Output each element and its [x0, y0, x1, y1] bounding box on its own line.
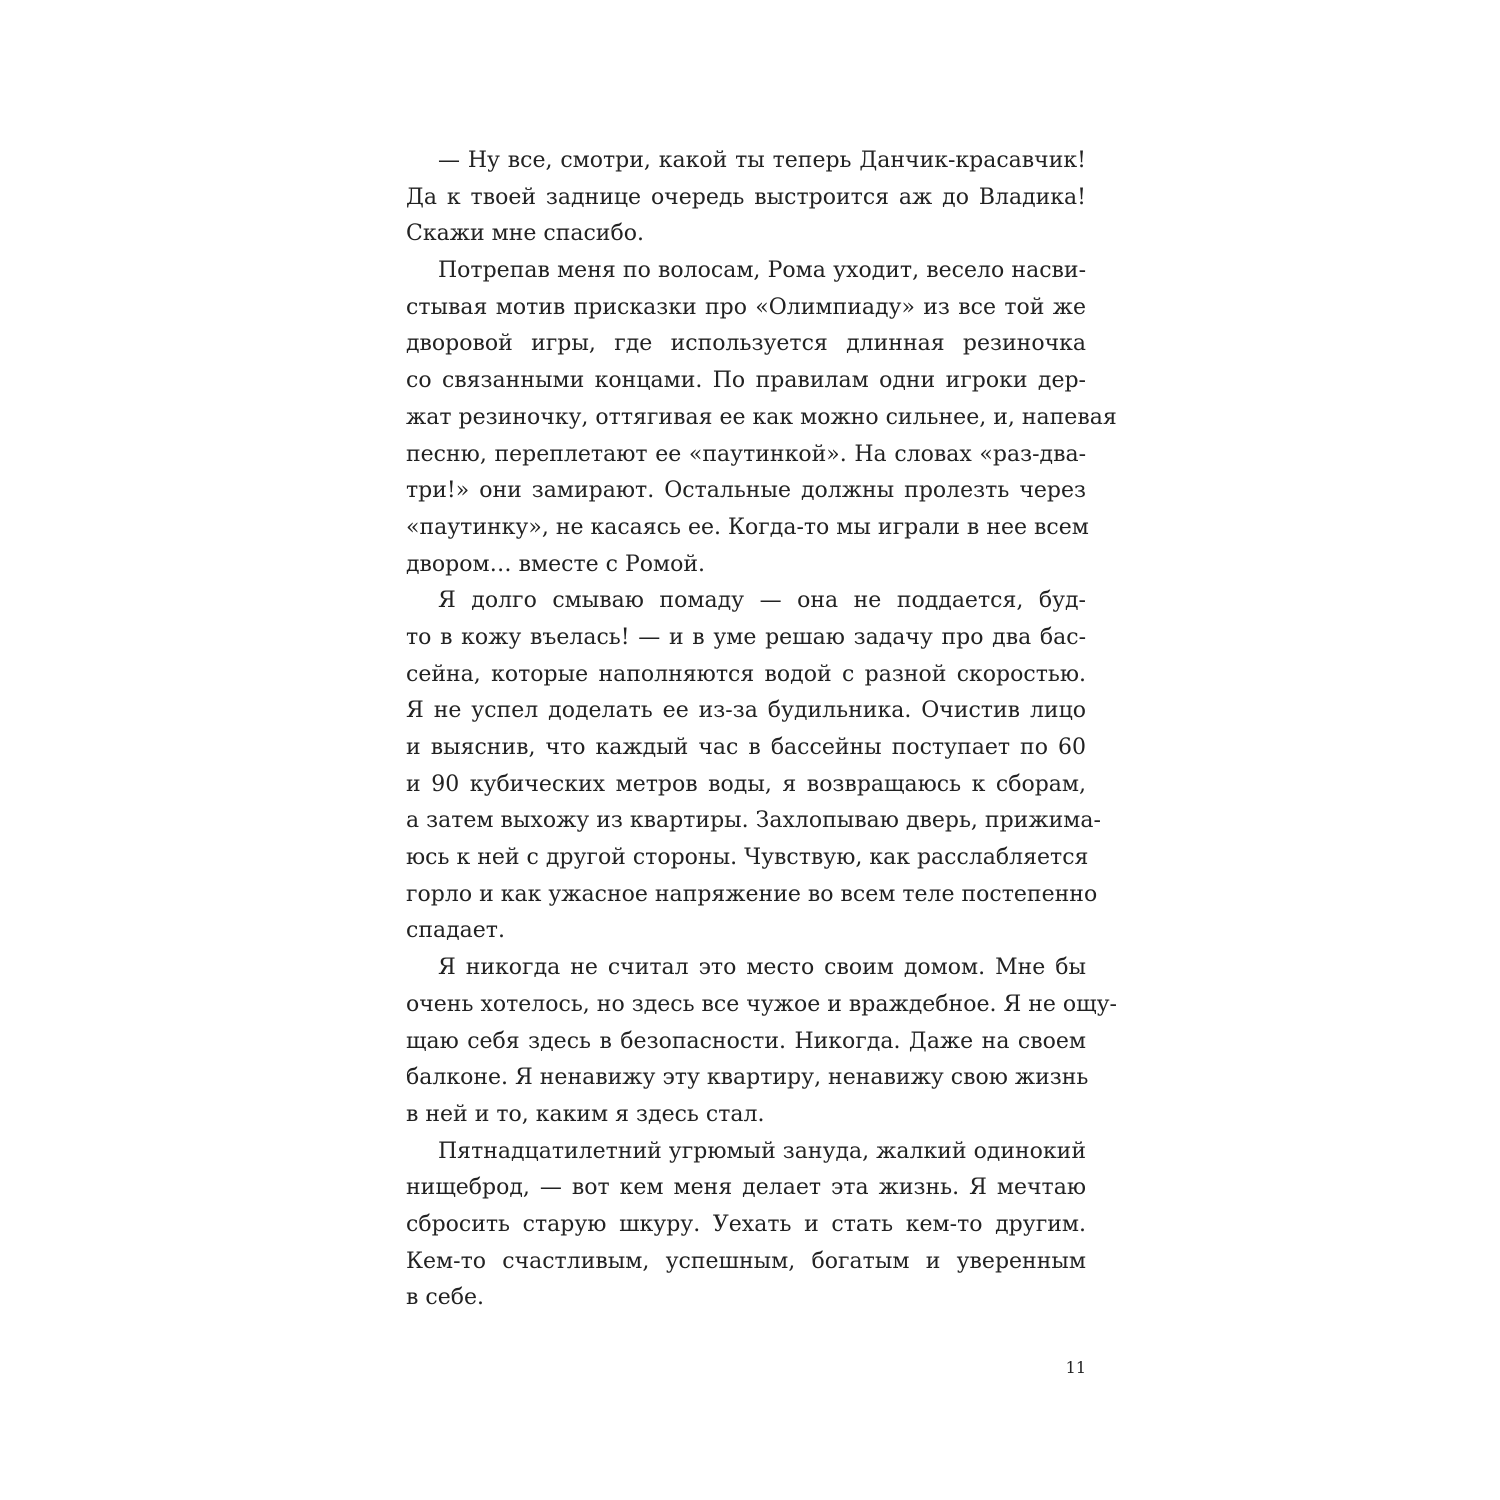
- text-line: Потрепав меня по волосам, Рома уходит, весело насви-: [438, 258, 1086, 284]
- text-line: юсь к ней с другой стороны. Чувствую, как расслабляется: [406, 845, 1089, 871]
- text-line: спадает.: [406, 918, 505, 944]
- text-line: «паутинку», не касаясь ее. Когда-то мы играли в нее всем: [406, 514, 1089, 540]
- body-text: [406, 143, 1117, 1317]
- text-line: в себе.: [406, 1285, 484, 1311]
- paragraph-3: [406, 583, 1101, 950]
- text-line: нищеброд, — вот кем меня делает эта жизнь. Я мечтаю: [406, 1175, 1086, 1201]
- text-line: двором… вместе с Ромой.: [406, 551, 706, 577]
- text-line: Я не успел доделать ее из-за будильника. Очистив лицо: [406, 698, 1086, 724]
- text-line: Кем-то счастливым, успешным, богатым и уверенным: [406, 1248, 1086, 1274]
- text-line: со связанными концами. По правилам одни игроки дер-: [406, 368, 1086, 394]
- text-line: Пятнадцатилетний угрюмый зануда, жалкий одинокий: [438, 1138, 1087, 1164]
- text-line: Я никогда не считал это место своим домом. Мне бы: [438, 955, 1086, 981]
- text-line: щаю себя здесь в безопасности. Никогда. Даже на своем: [406, 1028, 1086, 1054]
- text-line: сейна, которые наполняются водой с разной скоростью.: [406, 661, 1086, 687]
- text-line: балконе. Я ненавижу эту квартиру, ненавижу свою жизнь: [406, 1065, 1089, 1091]
- text-line: жат резиночку, оттягивая ее как можно сильнее, и, напевая: [406, 404, 1117, 430]
- paragraph-2: [406, 253, 1117, 583]
- paragraph-4: [406, 950, 1117, 1133]
- text-line: три!» они замирают. Остальные должны пролезть через: [406, 478, 1086, 504]
- page-number: 11: [1065, 1358, 1086, 1377]
- text-line: — Ну все, смотри, какой ты теперь Данчик-красавчик!: [438, 148, 1086, 173]
- text-line: Да к твоей заднице очередь выстроится аж до Владика!: [406, 184, 1086, 210]
- text-line: а затем выхожу из квартиры. Захлопываю дверь, прижима-: [406, 808, 1101, 834]
- text-line: песню, переплетают ее «паутинкой». На словах «раз-два-: [406, 441, 1086, 467]
- text-line: в ней и то, каким я здесь стал.: [406, 1101, 765, 1127]
- paragraph-1: [406, 143, 1086, 253]
- text-line: то в кожу въелась! — и в уме решаю задачу про два бас-: [406, 624, 1086, 650]
- paragraph-5: [406, 1134, 1086, 1317]
- text-line: и выяснив, что каждый час в бассейны поступает по 60: [406, 735, 1086, 760]
- text-line: дворовой игры, где используется длинная резиночка: [406, 331, 1086, 357]
- text-line: горло и как ужасное напряжение во всем теле постепенно: [406, 881, 1098, 907]
- text-line: стывая мотив присказки про «Олимпиаду» из все той же: [406, 294, 1086, 320]
- text-line: очень хотелось, но здесь все чужое и враждебное. Я не ощу-: [406, 991, 1117, 1017]
- text-line: сбросить старую шкуру. Уехать и стать кем-то другим.: [406, 1211, 1086, 1237]
- text-line: Я долго смываю помаду — она не поддается, буд-: [438, 588, 1086, 614]
- text-line: и 90 кубических метров воды, я возвращаюсь к сборам,: [406, 771, 1086, 797]
- text-line: Скажи мне спасибо.: [406, 221, 644, 247]
